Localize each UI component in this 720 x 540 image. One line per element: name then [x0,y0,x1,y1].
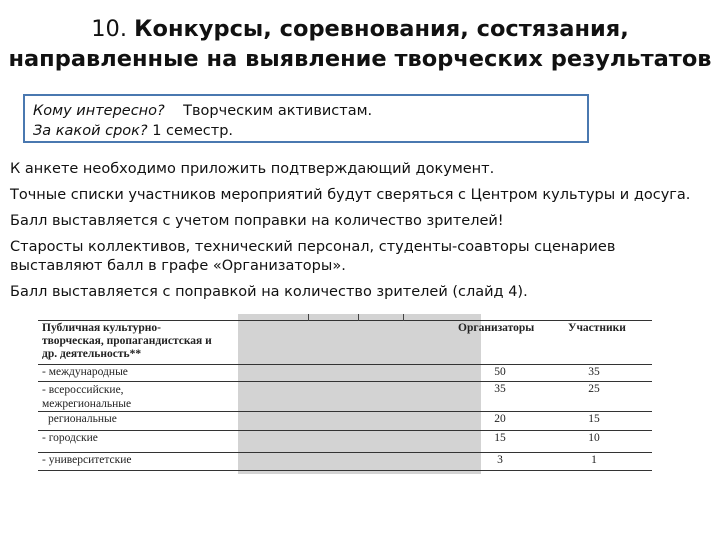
table-tick [308,314,309,321]
participants-points: 35 [588,366,600,378]
row-label: - университетские [42,454,132,466]
title-line-1: Конкурсы, соревнования, состязания, [134,16,629,42]
table-top-rule [38,320,652,321]
info-answer-1: Творческим активистам. [183,103,373,119]
row-label: - городские [42,432,98,444]
body-line-3: Балл выставляется с учетом поправки на количество зрителей! [10,213,504,229]
participants-points: 25 [588,383,600,395]
points-table [38,314,652,474]
info-box [23,94,589,143]
table-tick [403,314,404,321]
info-answer-2: 1 семестр. [152,123,234,139]
body-line-2: Точные списки участников мероприятий будут сверяться с Центром культуры и досуга. [10,187,691,203]
organizers-points: 35 [494,383,506,395]
col-header-participants: Участники [568,322,626,334]
organizers-points: 50 [494,366,506,378]
row-divider [38,381,652,382]
body-text [10,160,710,309]
info-row-1 [33,101,579,121]
slide-title [0,14,720,74]
participants-points: 1 [591,454,597,466]
table-bottom-rule [38,470,652,471]
organizers-points: 20 [494,413,506,425]
row-label: региональные [48,413,117,425]
title-number: 10. [91,16,127,42]
info-row-2 [33,121,579,141]
row-label: - международные [42,366,128,378]
info-question-2: За какой срок? [33,123,148,139]
info-question-1: Кому интересно? [33,103,165,119]
table-gray-block [238,314,481,474]
body-line-1: К анкете необходимо приложить подтверждающий документ. [10,161,495,177]
title-line-2: направленные на выявление творческих результатов [8,46,712,72]
table-tick [358,314,359,321]
row-divider [38,411,652,412]
participants-points: 10 [588,432,600,444]
participants-points: 15 [588,413,600,425]
organizers-points: 15 [494,432,506,444]
body-line-6: Балл выставляется с поправкой на количество зрителей (слайд 4). [10,284,528,300]
organizers-points: 3 [497,454,503,466]
row-label: - всероссийские, межрегиональные [42,384,132,410]
body-line-4: Старосты коллективов, технический персонал, студенты-соавторы сценариев [10,239,616,255]
row-divider [38,364,652,365]
row-header-cell: Публичная культурно- творческая, пропагандистская и др. деятельность** [42,322,212,360]
row-divider [38,430,652,431]
col-header-organizers: Организаторы [458,322,535,334]
row-divider [38,452,652,453]
body-line-5: выставляют балл в графе «Организаторы». [10,258,346,274]
